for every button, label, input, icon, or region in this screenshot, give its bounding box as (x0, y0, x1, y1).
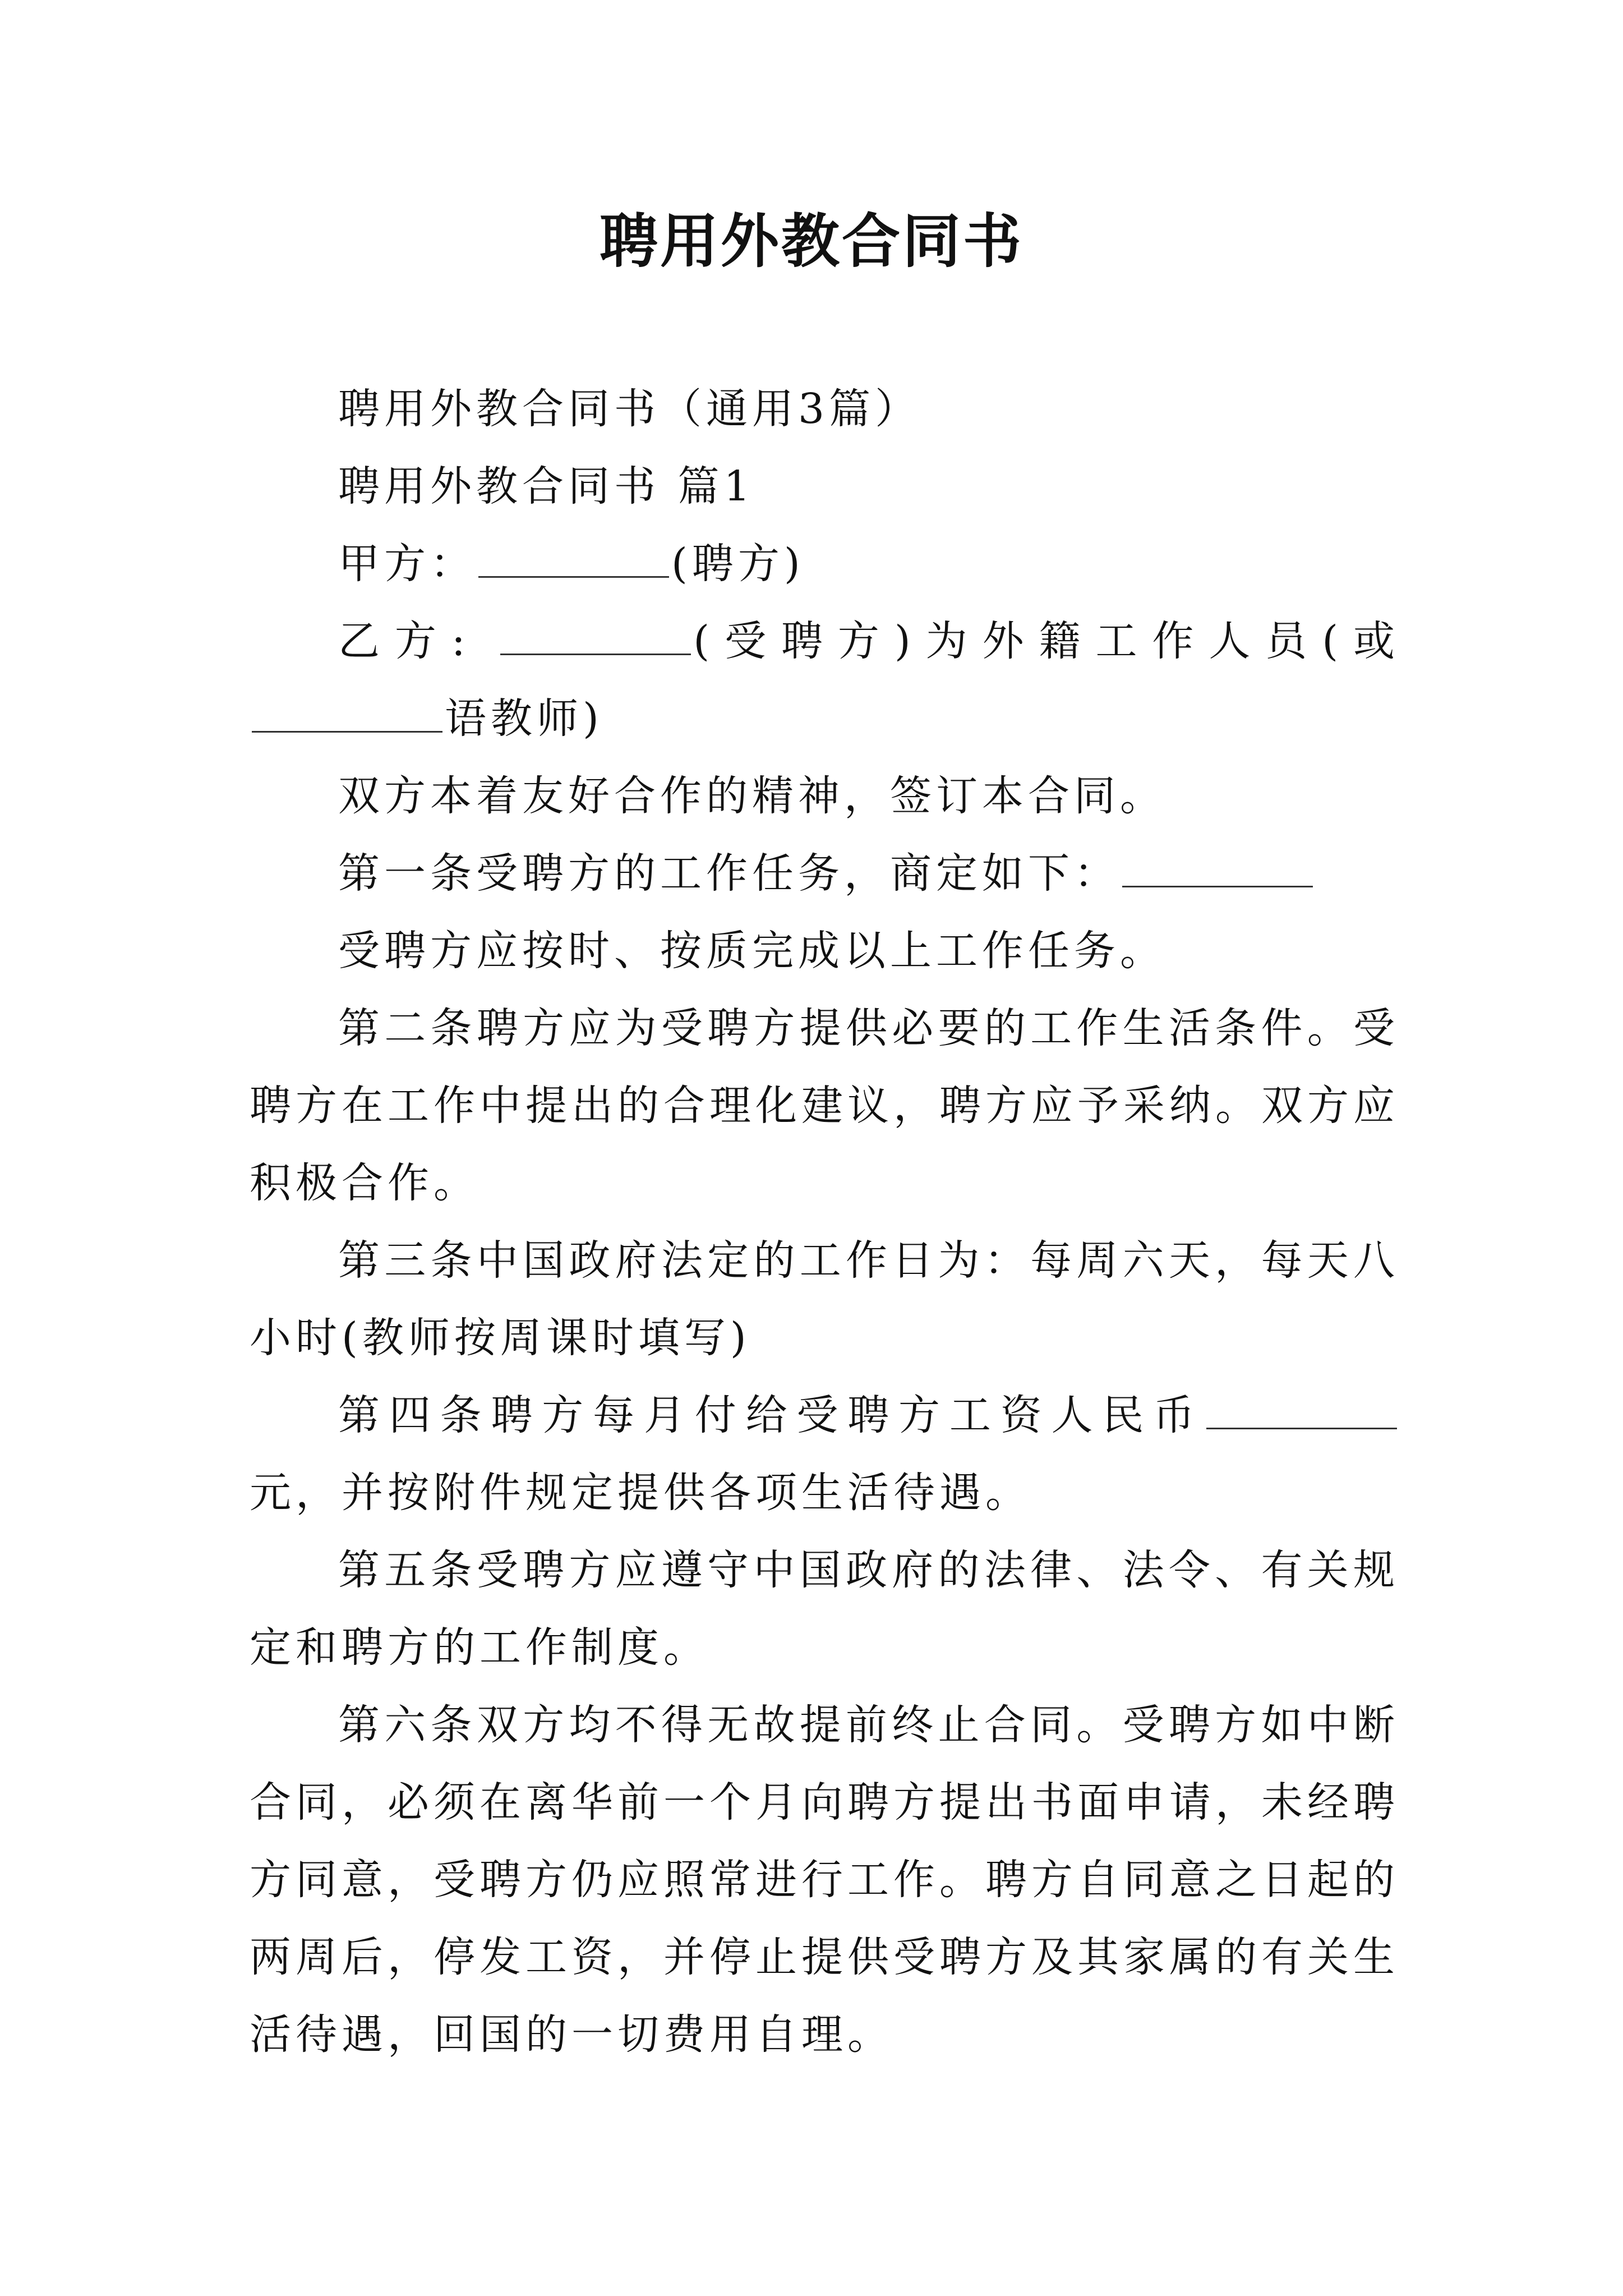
paragraph-article-6 (250, 1686, 1399, 2073)
paragraph-article-3 (250, 1222, 1399, 1377)
paragraph-article-4 (250, 1377, 1399, 1531)
party-b-label: 乙方: (338, 617, 470, 665)
work-tasks-blank (1122, 852, 1313, 887)
paragraph-text: 双方本着友好合作的精神，签订本合同。 (338, 772, 1166, 820)
party-b-blank (500, 620, 691, 655)
paragraph-subtitle (250, 370, 1399, 448)
paragraph-text: 聘用外教合同书 篇1 (338, 462, 755, 510)
paragraph-article-1 (250, 835, 1399, 912)
paragraph-section-heading (250, 448, 1399, 525)
document-body (250, 370, 1399, 2073)
paragraph-article-2 (250, 990, 1399, 1222)
language-blank (252, 697, 442, 733)
paragraph-party-a (250, 525, 1399, 602)
paragraph-tasks-completion (250, 912, 1399, 990)
paragraph-preamble (250, 757, 1399, 835)
party-a-role: (聘方) (671, 540, 805, 588)
paragraph-article-5 (250, 1531, 1399, 1686)
party-a-label: 甲方： (338, 540, 476, 588)
paragraph-text: 聘用外教合同书（通用3篇） (338, 385, 921, 433)
paragraph-text: 第五条受聘方应遵守中国政府的法律、法令、有关规定和聘方的工作制度。 (250, 1546, 1399, 1672)
paragraph-text: 第一条受聘方的工作任务，商定如下： (338, 849, 1120, 898)
document-title: 聘用外教合同书 (599, 206, 1023, 275)
party-b-role-end: 语教师) (445, 694, 603, 743)
paragraph-text: 第四条聘方每月付给受聘方工资人民币 (338, 1391, 1204, 1439)
paragraph-text: 元，并按附件规定提供各项生活待遇。 (250, 1469, 1031, 1517)
party-b-role: (受聘方)为外籍工作人员(或 (693, 617, 1399, 665)
paragraph-text: 第六条双方均不得无故提前终止合同。受聘方如中断合同，必须在离华前一个月向聘方提出书面申请，未经聘方同意，受聘方仍应照常进行工作。聘方自同意之日起的两周后，停发工资，并停止提供受聘方及其家属的有关生活待遇，回国的一切费用自理。 (250, 1701, 1399, 2059)
paragraph-text: 第三条中国政府法定的工作日为：每周六天，每天八小时(教师按周课时填写) (250, 1236, 1399, 1362)
paragraph-text: 第二条聘方应为受聘方提供必要的工作生活条件。受聘方在工作中提出的合理化建议，聘方应予采纳。双方应积极合作。 (250, 1004, 1399, 1207)
salary-blank (1206, 1394, 1397, 1429)
party-a-blank (478, 542, 669, 578)
paragraph-text: 受聘方应按时、按质完成以上工作任务。 (338, 927, 1166, 975)
paragraph-party-b (250, 602, 1399, 757)
